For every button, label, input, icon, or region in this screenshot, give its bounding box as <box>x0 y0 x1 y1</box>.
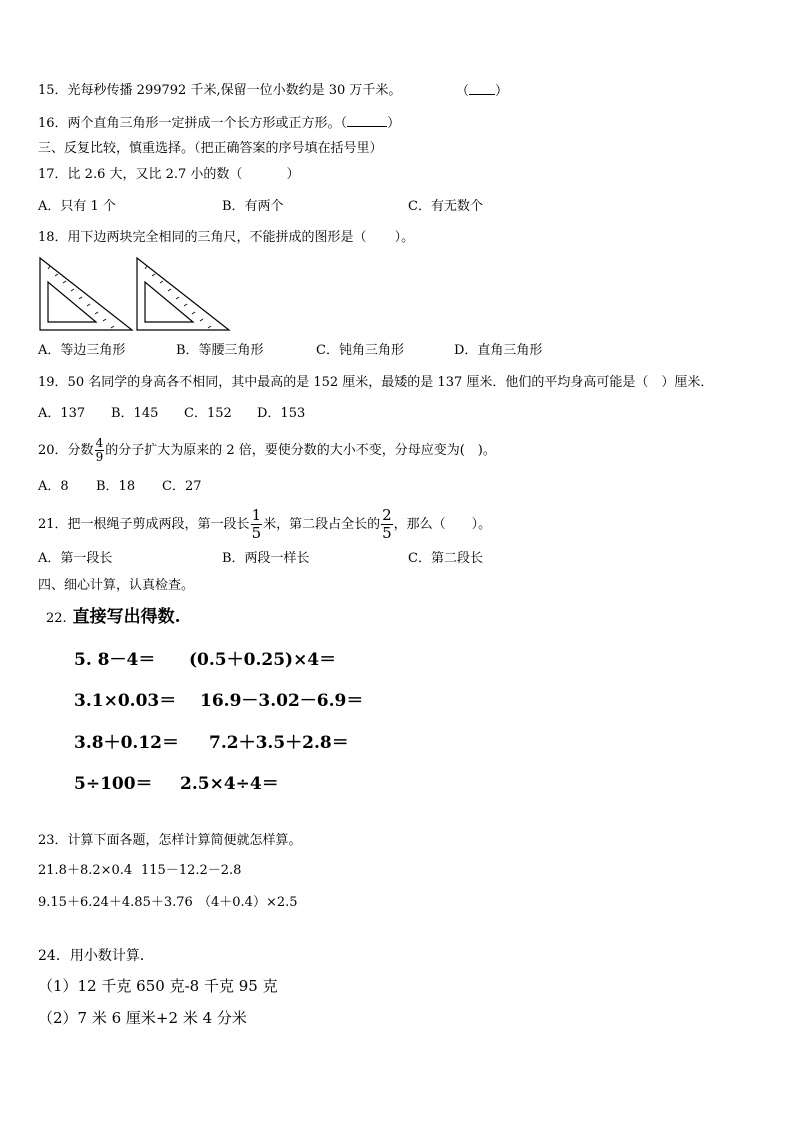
fraction-1-5: $\frac{1}{5}$ <box>251 506 262 542</box>
question-text: 比 2.6 大，又比 2.7 小的数（ <box>67 167 243 182</box>
calc-item[interactable]: 3.1×0.03＝ <box>74 691 177 711</box>
section-heading-3: 三、反复比较，慎重选择。（把正确答案的序号填在括号里） <box>38 141 383 156</box>
question-text: 两个直角三角形一定拼成一个长方形或正方形。（ <box>67 116 348 131</box>
option-21a[interactable]: A．第一段长 <box>38 551 113 566</box>
question-text: 光每秒传播 299792 千米,保留一位小数约是 30 万千米。 <box>67 83 402 98</box>
triangle-ruler-1 <box>40 258 132 330</box>
question-number: 18． <box>38 230 68 245</box>
triangle-ruler-2 <box>137 258 229 330</box>
q24-item-1[interactable]: （1）12 千克 650 克-8 千克 95 克 <box>38 977 278 995</box>
question-19 <box>38 374 713 392</box>
option-20b[interactable]: B．18 <box>96 479 136 494</box>
question-20: 20．分数 $\frac{4}{9}$ 的分子扩大为原来的 2 倍，要使分数的大小不变，分母应变为( )。 <box>38 436 496 464</box>
answer-blank-16[interactable] <box>347 114 387 127</box>
question-text: 计算下面各题，怎样计算简便就怎样算。 <box>67 833 302 848</box>
option-19c[interactable]: C．152 <box>184 406 232 421</box>
option-19b[interactable]: B．145 <box>111 406 159 421</box>
question-text: 用小数计算． <box>69 948 154 964</box>
calc-item[interactable]: 115－12.2－2.8 <box>141 863 242 878</box>
calc-item[interactable]: 21.8＋8.2×0.4 <box>38 863 133 878</box>
option-21c[interactable]: C．第二段长 <box>408 551 483 566</box>
calc-item[interactable]: 5. 8－4＝ <box>74 650 156 670</box>
calc-item[interactable]: 2.5×4÷4＝ <box>180 774 279 794</box>
calc-item[interactable]: 5÷100＝ <box>74 774 153 794</box>
calc-item[interactable]: 3.8＋0.12＝ <box>74 733 179 753</box>
calc-item[interactable]: 9.15＋6.24＋4.85＋3.76 <box>38 895 193 910</box>
option-17a[interactable]: A．只有 1 个 <box>38 199 116 214</box>
question-16: 16．两个直角三角形一定拼成一个长方形或正方形。（ ） <box>38 116 401 131</box>
question-number: 22. <box>46 611 67 626</box>
triangle-rulers-figure <box>38 256 238 334</box>
option-20c[interactable]: C．27 <box>162 479 202 494</box>
question-number: 24． <box>38 948 70 964</box>
option-19a[interactable]: A．137 <box>38 406 86 421</box>
question-23 <box>38 832 302 850</box>
question-number: 17． <box>38 167 68 182</box>
calc-item[interactable]: 7.2＋3.5＋2.8＝ <box>209 733 349 753</box>
option-17c[interactable]: C．有无数个 <box>408 199 483 214</box>
option-19d[interactable]: D．153 <box>257 406 306 421</box>
question-22-title <box>46 606 181 630</box>
section-heading-4: 四、细心计算，认真检查。 <box>38 578 195 593</box>
question-number: 23． <box>38 833 68 848</box>
option-21b[interactable]: B．两段一样长 <box>222 551 310 566</box>
q24-item-2[interactable]: （2）7 米 6 厘米+2 米 4 分米 <box>38 1009 247 1027</box>
question-number: 19． <box>38 375 68 390</box>
question-number: 20． <box>38 443 68 458</box>
question-21: 21．把一根绳子剪成两段，第一段长 $\frac{1}{5}$ 米，第二段占全长的 $\frac{2}{5}$ ，那么（ ）。 <box>38 506 492 542</box>
question-15 <box>38 82 401 100</box>
question-17: 17．比 2.6 大，又比 2.7 小的数（ ） <box>38 167 300 182</box>
option-18c[interactable]: C．钝角三角形 <box>316 343 404 358</box>
option-18d[interactable]: D．直角三角形 <box>454 343 543 358</box>
question-number: 21． <box>38 517 68 532</box>
calc-item[interactable]: (0.5＋0.25)×4＝ <box>189 650 337 670</box>
calc-item[interactable]: （4＋0.4）×2.5 <box>198 895 298 910</box>
question-number: 15． <box>38 83 68 98</box>
question-text: 用下边两块完全相同的三角尺，不能拼成的图形是（ <box>67 230 367 245</box>
question-18: 18．用下边两块完全相同的三角尺，不能拼成的图形是（ ）。 <box>38 230 415 245</box>
question-text: 直接写出得数. <box>72 607 181 627</box>
fraction-2-5: $\frac{2}{5}$ <box>382 506 392 542</box>
blank-line[interactable] <box>469 82 495 95</box>
option-18a[interactable]: A．等边三角形 <box>38 343 126 358</box>
question-number: 16． <box>38 116 68 131</box>
option-18b[interactable]: B．等腰三角形 <box>176 343 264 358</box>
answer-blank-15[interactable]: （ ） <box>456 84 509 99</box>
question-text: 50 名同学的身高各不相同，其中最高的是 152 厘米，最矮的是 137 厘米．他们的平均身高可能是（ ）厘米． <box>67 375 714 390</box>
question-24 <box>38 947 154 965</box>
option-17b[interactable]: B．有两个 <box>222 199 284 214</box>
fraction-4-9: $\frac{4}{9}$ <box>95 436 104 464</box>
calc-item[interactable]: 16.9－3.02－6.9＝ <box>200 691 364 711</box>
option-20a[interactable]: A．8 <box>38 479 69 494</box>
